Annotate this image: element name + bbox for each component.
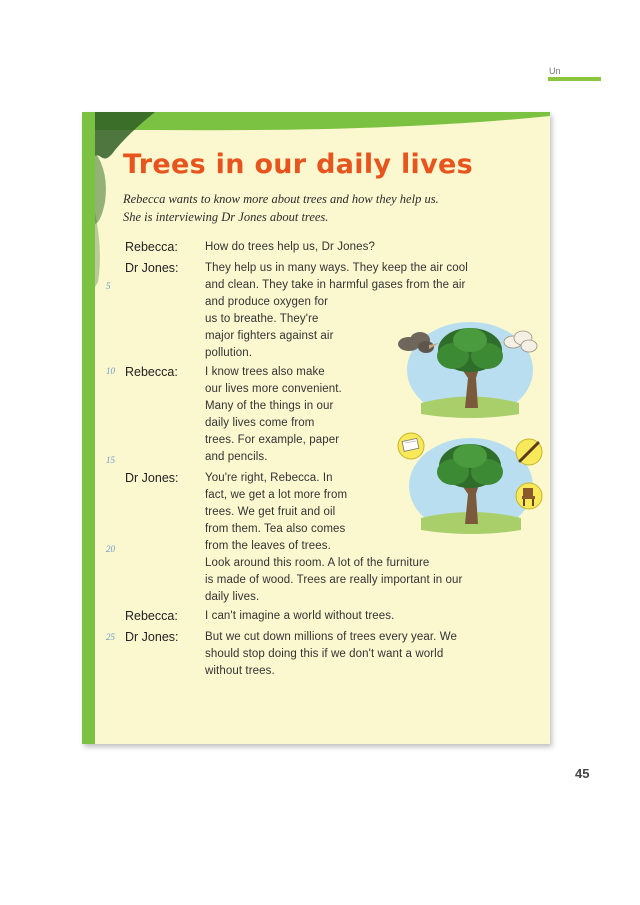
unit-tag-underline (548, 77, 601, 81)
dialogue-line: and pencils. (205, 451, 268, 463)
dialogue-line: daily lives come from (205, 417, 315, 429)
dialogue-line: and clean. They take in harmful gases from the air (205, 279, 466, 291)
dialogue-line: without trees. (205, 665, 275, 677)
speaker-label: Rebecca: (125, 365, 178, 379)
paper-icon (398, 433, 424, 459)
dialogue-line: daily lives. (205, 591, 260, 603)
lesson-title: Trees in our daily lives (123, 149, 473, 180)
line-number: 25 (106, 632, 115, 642)
pencil-icon (516, 439, 542, 465)
speaker-label: Dr Jones: (125, 261, 179, 275)
dialogue-line: Look around this room. A lot of the furniture (205, 557, 430, 569)
line-number: 20 (106, 544, 115, 554)
line-number: 10 (106, 366, 115, 376)
dialogue-line: should stop doing this if we don't want a world (205, 648, 444, 660)
dialogue-line: They help us in many ways. They keep the air cool (205, 262, 468, 274)
dialogue-line: trees. For example, paper (205, 434, 340, 446)
dialogue-line: trees. We get fruit and oil (205, 506, 336, 518)
dialogue-line: is made of wood. Trees are really important in our (205, 574, 463, 586)
speaker-label: Dr Jones: (125, 471, 179, 485)
dialogue-line: us to breathe. They're (205, 313, 319, 325)
intro-line: Rebecca wants to know more about trees and how they help us. (123, 192, 439, 206)
tree-products-illustration (395, 430, 545, 536)
dialogue-line: I can't imagine a world without trees. (205, 610, 395, 622)
dialogue-line: You're right, Rebecca. In (205, 472, 333, 484)
dialogue-line: from the leaves of trees. (205, 540, 331, 552)
dialogue-line: pollution. (205, 347, 253, 359)
line-number: 15 (106, 455, 115, 465)
tree-cleaning-air-illustration (393, 318, 543, 420)
dialogue-line: from them. Tea also comes (205, 523, 346, 535)
chair-icon (516, 483, 542, 509)
page-number: 45 (575, 766, 590, 781)
speaker-label: Rebecca: (125, 609, 178, 623)
dialogue-line: Many of the things in our (205, 400, 334, 412)
lesson-intro (123, 190, 550, 226)
dialogue-line: our lives more convenient. (205, 383, 342, 395)
dialogue-line: and produce oxygen for (205, 296, 329, 308)
dialogue-line: fact, we get a lot more from (205, 489, 348, 501)
dialogue-line: I know trees also make (205, 366, 325, 378)
line-number: 5 (106, 281, 111, 291)
unit-tag: Un (549, 66, 561, 76)
speaker-label: Dr Jones: (125, 630, 179, 644)
speaker-label: Rebecca: (125, 240, 178, 254)
intro-line: She is interviewing Dr Jones about trees. (123, 210, 329, 224)
dialogue-line: major fighters against air (205, 330, 334, 342)
dialogue-line: But we cut down millions of trees every year. We (205, 631, 457, 643)
reading-card (82, 112, 550, 744)
dialogue-line: How do trees help us, Dr Jones? (205, 241, 375, 253)
